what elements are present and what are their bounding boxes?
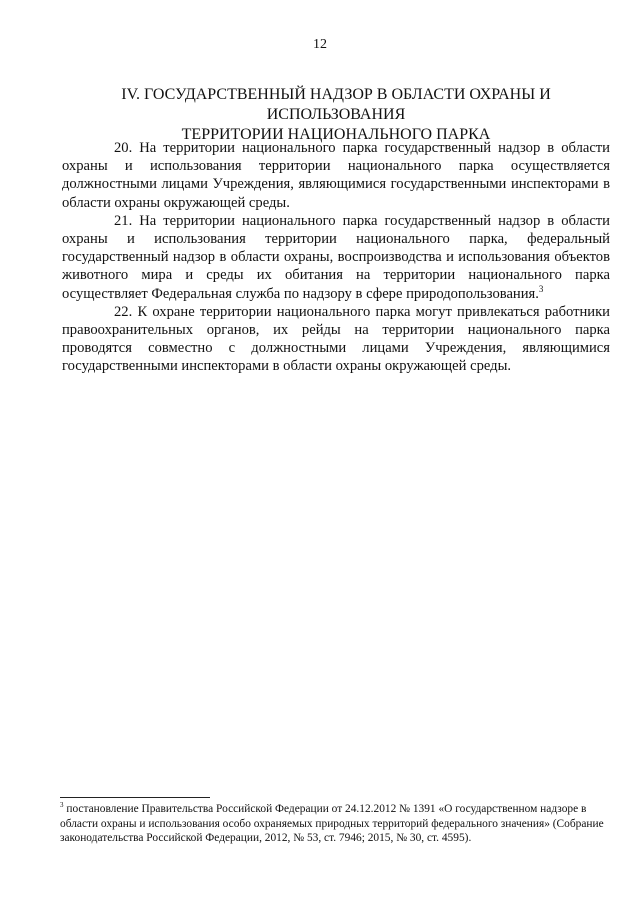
paragraph-21 — [62, 212, 610, 303]
section-heading-line-1: IV. ГОСУДАРСТВЕННЫЙ НАДЗОР В ОБЛАСТИ ОХРАНЫ И ИСПОЛЬЗОВАНИЯ — [121, 86, 551, 123]
paragraph-20-text: 20. На территории национального парка государственный надзор в области охраны и использования территории национального парка осуществляется должностными лицами Учреждения, являющимися государственными инспекторами в области охраны окружающей среды. — [62, 140, 610, 211]
document-body — [62, 139, 610, 376]
paragraph-20 — [62, 139, 610, 212]
paragraph-22-text: 22. К охране территории национального парка могут привлекаться работники правоохранительных органов, их рейды на территории национального парка проводятся совместно с должностными лицами Учреждения, являющимися государственными инспекторами в области охраны окружающей среды. — [62, 303, 610, 375]
footnote-divider — [60, 797, 210, 798]
paragraph-21-text: 21. На территории национального парка государственный надзор в области охраны и использования территории национального парка, федеральный государственный надзор в области охраны, воспроизводства и использования объектов животного мира и среды их обитания на территории национального парка осуществляет Федеральная служба по надзору в сфере природопользования. — [62, 212, 610, 302]
footnote-text: постановление Правительства Российской Федерации от 24.12.2012 № 1391 «О государственном надзоре в области охраны и использования особо охраняемых природных территорий федерального значения» (Собрание законодательства Российской Федерации, 2012, № 53, ст. 7946; 2015, № 30, ст. 4595). — [60, 803, 604, 844]
section-heading-line-2: ТЕРРИТОРИИ НАЦИОНАЛЬНОГО ПАРКА — [181, 126, 491, 143]
footnote-reference-3: 3 — [538, 283, 544, 294]
section-heading — [62, 85, 610, 145]
footnote — [60, 802, 608, 846]
paragraph-22 — [62, 303, 610, 376]
footnote-marker: 3 — [60, 801, 64, 810]
page-number: 12 — [313, 37, 327, 52]
